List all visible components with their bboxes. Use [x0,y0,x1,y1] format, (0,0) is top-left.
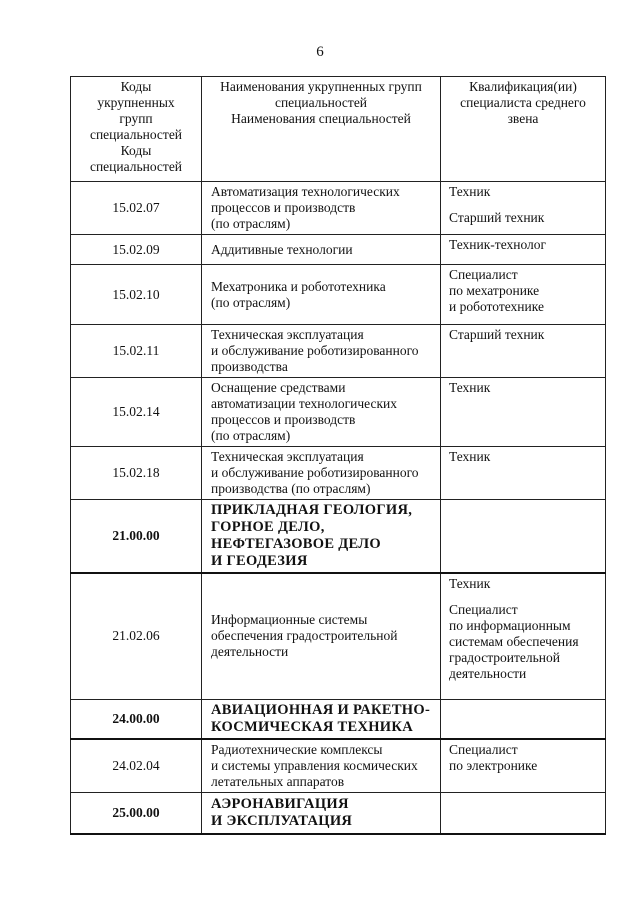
qualification-item: Техник [449,449,491,464]
table-row [71,739,606,793]
qualification-item: Старший техник [449,327,545,342]
qualification-item: Техник [449,380,491,395]
qualification-spacer [449,592,601,602]
table-row [71,182,606,235]
specialty-name: Оснащение средствами автоматизации технологических процессов и производств (по отраслям) [202,378,441,447]
specialty-code: 15.02.18 [71,447,202,500]
specialty-name: Мехатроника и робототехника (по отраслям) [202,265,441,325]
qualification-spacer [449,200,601,210]
table-row [71,447,606,500]
qualification-item: Специалист по мехатронике и робототехнике [449,267,544,314]
table-row [71,235,606,265]
qualification-item: Специалист по электронике [449,741,538,773]
table-row [71,378,606,447]
qualification-cell [441,265,606,325]
qualification-item: Техник [449,576,491,591]
specialty-code: 15.02.07 [71,182,202,235]
specialty-code: 15.02.11 [71,325,202,378]
specialty-name: АЭРОНАВИГАЦИЯ И ЭКСПЛУАТАЦИЯ [202,792,441,834]
specialty-name: АВИАЦИОННАЯ И РАКЕТНО- КОСМИЧЕСКАЯ ТЕХНИКА [202,699,441,739]
specialty-name: Информационные системы обеспечения градостроительной деятельности [202,573,441,699]
specialty-code: 25.00.00 [71,792,202,834]
qualification-cell [441,500,606,574]
header-codes: Коды укрупненных групп специальностей Коды специальностей [71,77,202,182]
qualification-cell [441,235,606,265]
table-row [71,265,606,325]
qualification-cell [441,573,606,699]
table-row [71,573,606,699]
specialty-name: Радиотехнические комплексы и системы управления космических летательных аппаратов [202,739,441,793]
qualification-cell [441,699,606,739]
table-row [71,325,606,378]
qualification-cell [441,378,606,447]
specialty-code: 15.02.10 [71,265,202,325]
group-row [71,792,606,834]
group-row [71,699,606,739]
qualification-item: Техник [449,184,491,199]
group-row [71,500,606,574]
specialty-code: 24.00.00 [71,699,202,739]
specialty-code: 15.02.14 [71,378,202,447]
table-body [71,182,606,835]
specialty-name: Техническая эксплуатация и обслуживание роботизированного производства (по отраслям) [202,447,441,500]
qualification-item: Специалист по информационным системам обеспечения градостроительной деятельности [449,602,579,681]
specialties-table [70,76,606,835]
qualification-item: Техник-технолог [449,237,547,252]
specialty-name: Автоматизация технологических процессов и производств (по отраслям) [202,182,441,235]
specialty-code: 21.00.00 [71,500,202,574]
specialty-code: 21.02.06 [71,573,202,699]
page-number: 6 [316,44,324,60]
qualification-cell [441,792,606,834]
header-names: Наименования укрупненных групп специальностей Наименования специальностей [202,77,441,182]
qualification-cell [441,182,606,235]
specialty-name: Аддитивные технологии [202,235,441,265]
table-header-row [71,77,606,182]
specialty-name: ПРИКЛАДНАЯ ГЕОЛОГИЯ, ГОРНОЕ ДЕЛО, НЕФТЕГАЗОВОЕ ДЕЛО И ГЕОДЕЗИЯ [202,500,441,574]
qualification-cell [441,447,606,500]
header-qualification: Квалификация(ии) специалиста среднего звена [441,77,606,182]
specialty-code: 24.02.04 [71,739,202,793]
qualification-item: Старший техник [449,210,545,225]
specialty-code: 15.02.09 [71,235,202,265]
qualification-cell [441,739,606,793]
specialty-name: Техническая эксплуатация и обслуживание роботизированного производства [202,325,441,378]
qualification-cell [441,325,606,378]
